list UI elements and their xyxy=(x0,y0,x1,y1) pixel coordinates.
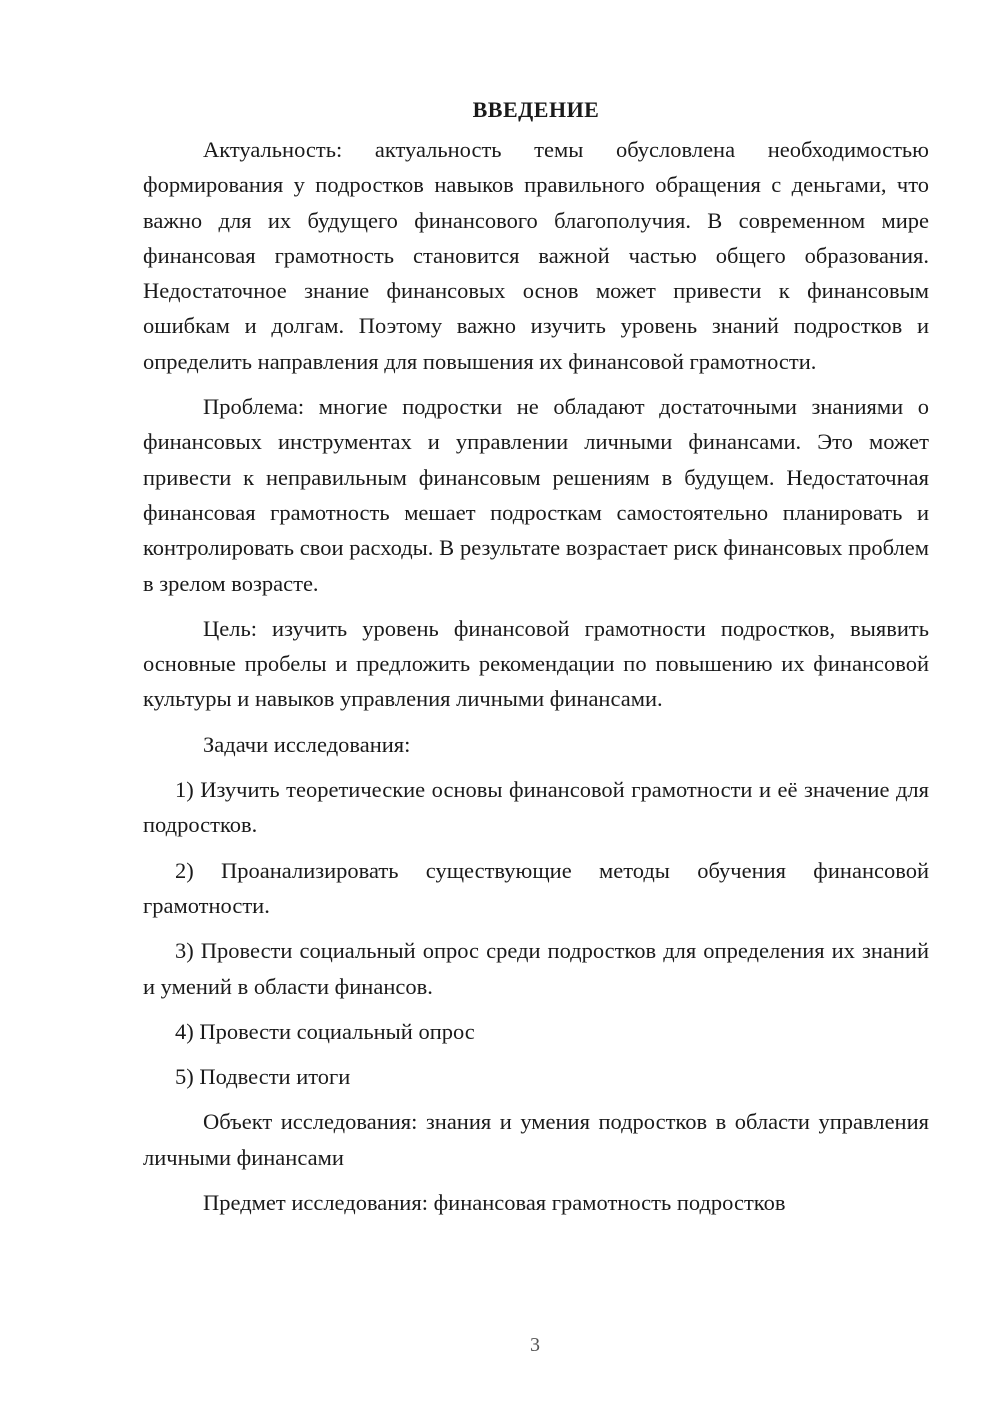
paragraph-tasks-heading: Задачи исследования: xyxy=(203,731,411,757)
paragraph-subject: Предмет исследования: финансовая грамотность подростков xyxy=(203,1190,786,1216)
task-item-4: 4) Провести социальный опрос xyxy=(175,1018,475,1044)
paragraph-goal: Цель: изучить уровень финансовой грамотности подростков, выявить основные пробелы и предложить рекомендации по повышению их финансовой культуры и навыков управления личными финансами. xyxy=(143,615,929,712)
paragraph-relevance: Актуальность: актуальность темы обусловлена необходимостью формирования у подростков навыков правильного обращения с деньгами, что важно для их будущего финансового благополучия. В современном мире финансовая грамотность становится важной частью общего образования. Недостаточное знание финансовых основ может привести к финансовым ошибкам и долгам. Поэтому важно изучить уровень знаний подростков и определить направления для повышения их финансовой грамотности. xyxy=(143,137,929,374)
page-content xyxy=(143,92,929,1230)
page-title: ВВЕДЕНИЕ xyxy=(472,97,600,122)
task-item-2: 2) Проанализировать существующие методы обучения финансовой грамотности. xyxy=(143,857,929,918)
paragraph-object: Объект исследования: знания и умения подростков в области управления личными финансами xyxy=(143,1109,929,1170)
task-item-1: 1) Изучить теоретические основы финансовой грамотности и её значение для подростков. xyxy=(143,777,929,838)
task-item-3: 3) Провести социальный опрос среди подростков для определения их знаний и умений в области финансов. xyxy=(143,938,929,999)
task-item-5: 5) Подвести итоги xyxy=(175,1064,351,1090)
paragraph-problem: Проблема: многие подростки не обладают достаточными знаниями о финансовых инструментах и управлении личными финансами. Это может привести к неправильным финансовым решениям в будущем. Недостаточная финансовая грамотность мешает подросткам самостоятельно планировать и контролировать свои расходы. В результате возрастает риск финансовых проблем в зрелом возрасте. xyxy=(143,394,929,596)
page-number: 3 xyxy=(530,1334,540,1356)
